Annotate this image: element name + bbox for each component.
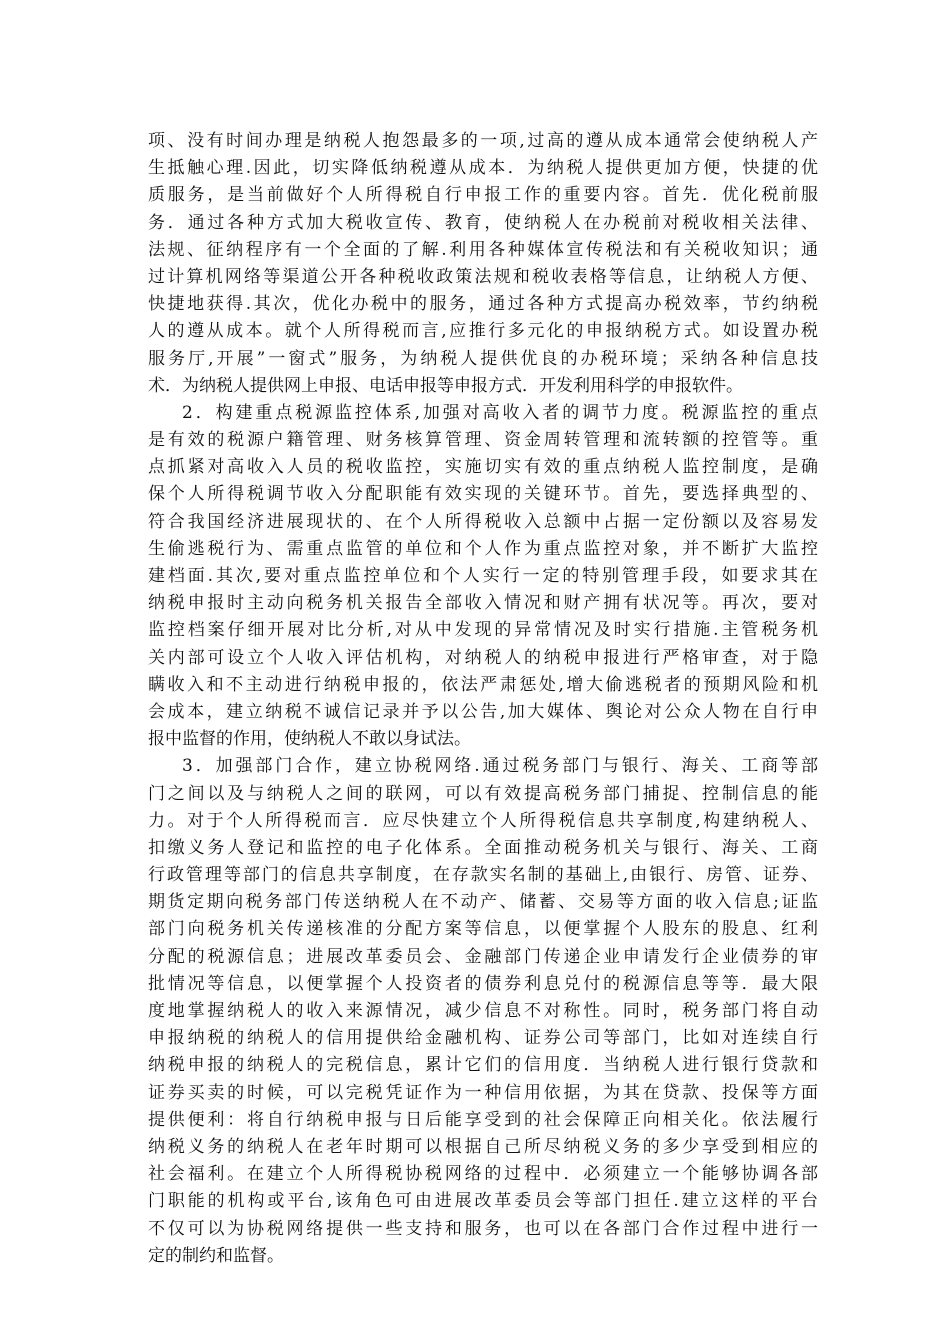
text-line: 过计算机网络等渠道公开各种税收政策法规和税收表格等信息，让纳税人方便、	[148, 266, 818, 287]
text-line: 保个人所得税调节收入分配职能有效实现的关键环节。首先，要选择典型的、	[148, 484, 818, 505]
text-line: 术．为纳税人提供网上申报、电话申报等申报方式．开发利用科学的申报软件。	[148, 375, 743, 396]
text-line: 符合我国经济进展现状的、在个人所得税收入总额中占据一定份额以及容易发	[148, 511, 818, 532]
text-line: 社会福利。在建立个人所得税协税网络的过程中．必须建立一个能够协调各部	[148, 1164, 818, 1185]
text-line: 是有效的税源户籍管理、财务核算管理、资金周转管理和流转额的控管等。重	[148, 430, 818, 451]
text-line: 3．加强部门合作，建立协税网络.通过税务部门与银行、海关、工商等部	[182, 756, 818, 777]
text-line: 建档面.其次,要对重点监控单位和个人实行一定的特别管理手段，如要求其在	[148, 566, 818, 586]
text-line: 申报纳税的纳税人的信用提供给金融机构、证券公司等部门，比如对连续自行	[148, 1028, 818, 1049]
text-line: 报中监督的作用，使纳税人不敢以身试法。	[148, 729, 471, 750]
text-line: 证券买卖的时候，可以完税凭证作为一种信用依据，为其在贷款、投保等方面	[148, 1082, 818, 1103]
text-line: 门职能的机构或平台,该角色可由进展改革委员会等部门担任.建立这样的平台	[148, 1191, 818, 1212]
text-line: 度地掌握纳税人的收入来源情况，减少信息不对称性。同时，税务部门将自动	[148, 1001, 818, 1021]
text-line: 会成本，建立纳税不诚信记录并予以公告,加大媒体、舆论对公众人物在自行申	[148, 701, 818, 722]
text-line: 期货定期向税务部门传送纳税人在不动产、储蓄、交易等方面的收入信息;证监	[148, 892, 818, 913]
text-line: 人的遵从成本。就个人所得税而言,应推行多元化的申报纳税方式。如设置办税	[148, 321, 818, 342]
text-line: 门之间以及与纳税人之间的联网，可以有效提高税务部门捕捉、控制信息的能	[148, 783, 818, 804]
paragraph	[148, 128, 818, 400]
text-line: 法规、征纳程序有一个全面的了解.利用各种媒体宣传税法和有关税收知识；通	[148, 239, 818, 260]
text-line: 服务厅,开展”一窗式”服务，为纳税人提供优良的办税环境；采纳各种信息技	[148, 348, 818, 369]
text-line: 分配的税源信息；进展改革委员会、金融部门传递企业申请发行企业债券的审	[148, 946, 818, 967]
text-line: 部门向税务机关传递核准的分配方案等信息，以便掌握个人股东的股息、红利	[148, 919, 818, 940]
body-text	[148, 128, 818, 1270]
text-line: 质服务，是当前做好个人所得税自行申报工作的重要内容。首先．优化税前服	[148, 185, 818, 206]
paragraph	[148, 753, 818, 1270]
text-line: 生偷逃税行为、需重点监管的单位和个人作为重点监控对象，并不断扩大监控	[148, 538, 818, 559]
text-line: 定的制约和监督。	[148, 1245, 284, 1266]
text-line: 不仅可以为协税网络提供一些支持和服务，也可以在各部门合作过程中进行一	[148, 1218, 818, 1239]
text-line: 纳税义务的纳税人在老年时期可以根据自己所尽纳税义务的多少享受到相应的	[148, 1136, 818, 1157]
text-line: 点抓紧对高收入人员的税收监控，实施切实有效的重点纳税人监控制度，是确	[148, 457, 818, 478]
paragraph	[148, 400, 818, 753]
text-line: 关内部可设立个人收入评估机构，对纳税人的纳税申报进行严格审查，对于隐	[148, 647, 818, 668]
text-line: 纳税申报的纳税人的完税信息，累计它们的信用度．当纳税人进行银行贷款和	[148, 1055, 818, 1076]
text-line: 纳税申报时主动向税务机关报告全部收入情况和财产拥有状况等。再次，要对	[148, 593, 818, 614]
text-line: 力。对于个人所得税而言．应尽快建立个人所得税信息共享制度,构建纳税人、	[148, 810, 818, 831]
text-line: 扣缴义务人登记和监控的电子化体系。全面推动税务机关与银行、海关、工商	[148, 837, 818, 858]
text-line: 项、没有时间办理是纳税人抱怨最多的一项,过高的遵从成本通常会使纳税人产	[148, 131, 818, 151]
text-line: 务．通过各种方式加大税收宣传、教育，使纳税人在办税前对税收相关法律、	[148, 212, 818, 233]
text-line: 2．构建重点税源监控体系,加强对高收入者的调节力度。税源监控的重点	[182, 402, 818, 423]
text-line: 生抵触心理.因此，切实降低纳税遵从成本．为纳税人提供更加方便，快捷的优	[148, 158, 818, 179]
text-line: 批情况等信息，以便掌握个人投资者的债券利息兑付的税源信息等等．最大限	[148, 973, 818, 994]
text-line: 行政管理等部门的信息共享制度，在存款实名制的基础上,由银行、房管、证券、	[148, 865, 818, 886]
text-line: 监控档案仔细开展对比分析,对从中发现的异常情况及时实行措施.主管税务机	[148, 620, 818, 641]
text-line: 提供便利：将自行纳税申报与日后能享受到的社会保障正向相关化。依法履行	[148, 1109, 818, 1130]
text-line: 瞒收入和不主动进行纳税申报的，依法严肃惩处,增大偷逃税者的预期风险和机	[148, 674, 818, 695]
text-line: 快捷地获得.其次，优化办税中的服务，通过各种方式提高办税效率，节约纳税	[148, 294, 818, 315]
